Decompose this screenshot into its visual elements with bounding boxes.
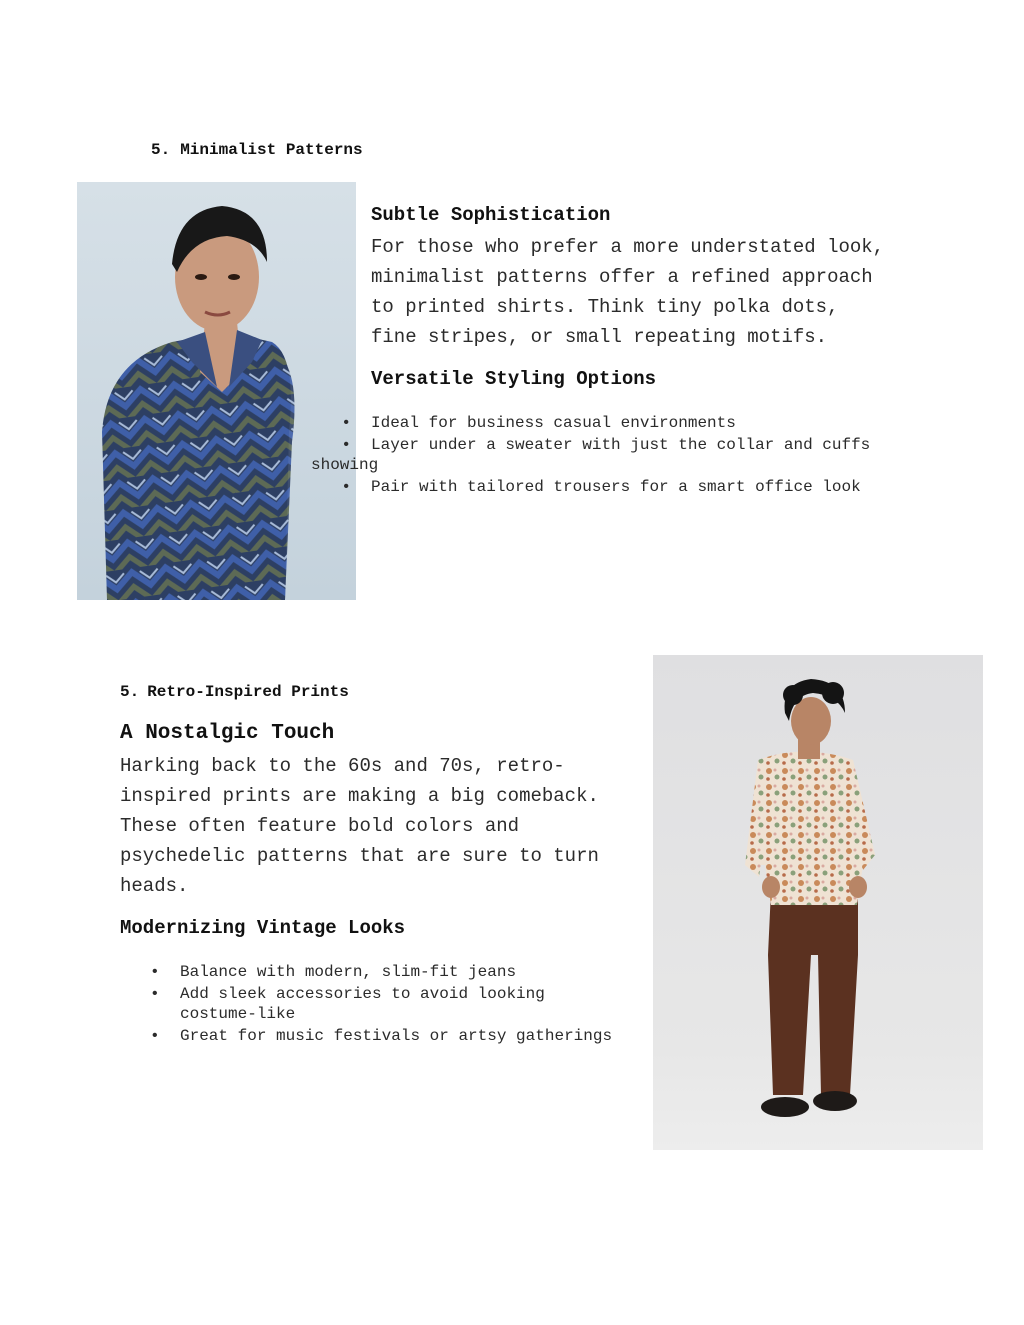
bullet-icon: • [341, 478, 351, 496]
section-heading-minimalist [151, 141, 363, 159]
section-number: 5. [151, 141, 171, 159]
bullet-icon: • [150, 985, 160, 1003]
list-item: • Add sleek accessories to avoid looking costume-like [150, 985, 545, 1023]
subtitle-versatile-styling: Versatile Styling Options [371, 368, 657, 390]
section-title: Minimalist Patterns [180, 141, 363, 159]
bullet-icon: • [150, 1027, 160, 1045]
retro-text-block [120, 722, 635, 1048]
minimalist-text-block [311, 203, 931, 499]
section-number: 5. [120, 683, 140, 701]
section-heading-retro [120, 683, 349, 701]
subtitle-nostalgic-touch: A Nostalgic Touch [120, 722, 335, 745]
subtitle-modernizing-vintage: Modernizing Vintage Looks [120, 917, 406, 939]
bullet-icon: • [150, 963, 160, 981]
list-item: • Ideal for business casual environments [311, 413, 901, 433]
retro-shirt-photo [653, 655, 983, 1150]
bullet-icon: • [341, 414, 351, 432]
minimalist-shirt-photo [77, 182, 356, 600]
list-item: • Balance with modern, slim-fit jeans [150, 963, 517, 981]
bullet-icon: • [341, 436, 351, 454]
subtitle-subtle-sophistication: Subtle Sophistication [371, 204, 611, 226]
list-item: • Layer under a sweater with just the collar and cuffs showing [311, 436, 871, 474]
list-item: • Great for music festivals or artsy gatherings [150, 1027, 613, 1045]
list-item: • Pair with tailored trousers for a smart office look [311, 477, 901, 497]
minimalist-bullet-list [311, 413, 901, 497]
retro-paragraph: Harking back to the 60s and 70s, retro-inspired prints are making a big comeback. These often feature bold colors and psychedelic patterns that are sure to turn heads. [120, 755, 599, 897]
minimalist-paragraph: For those who prefer a more understated look, minimalist patterns offer a refined approach to printed shirts. Think tiny polka dots, fine stripes, or small repeating motifs. [371, 236, 885, 348]
retro-bullet-list [120, 962, 620, 1046]
section-title: Retro-Inspired Prints [147, 683, 349, 701]
